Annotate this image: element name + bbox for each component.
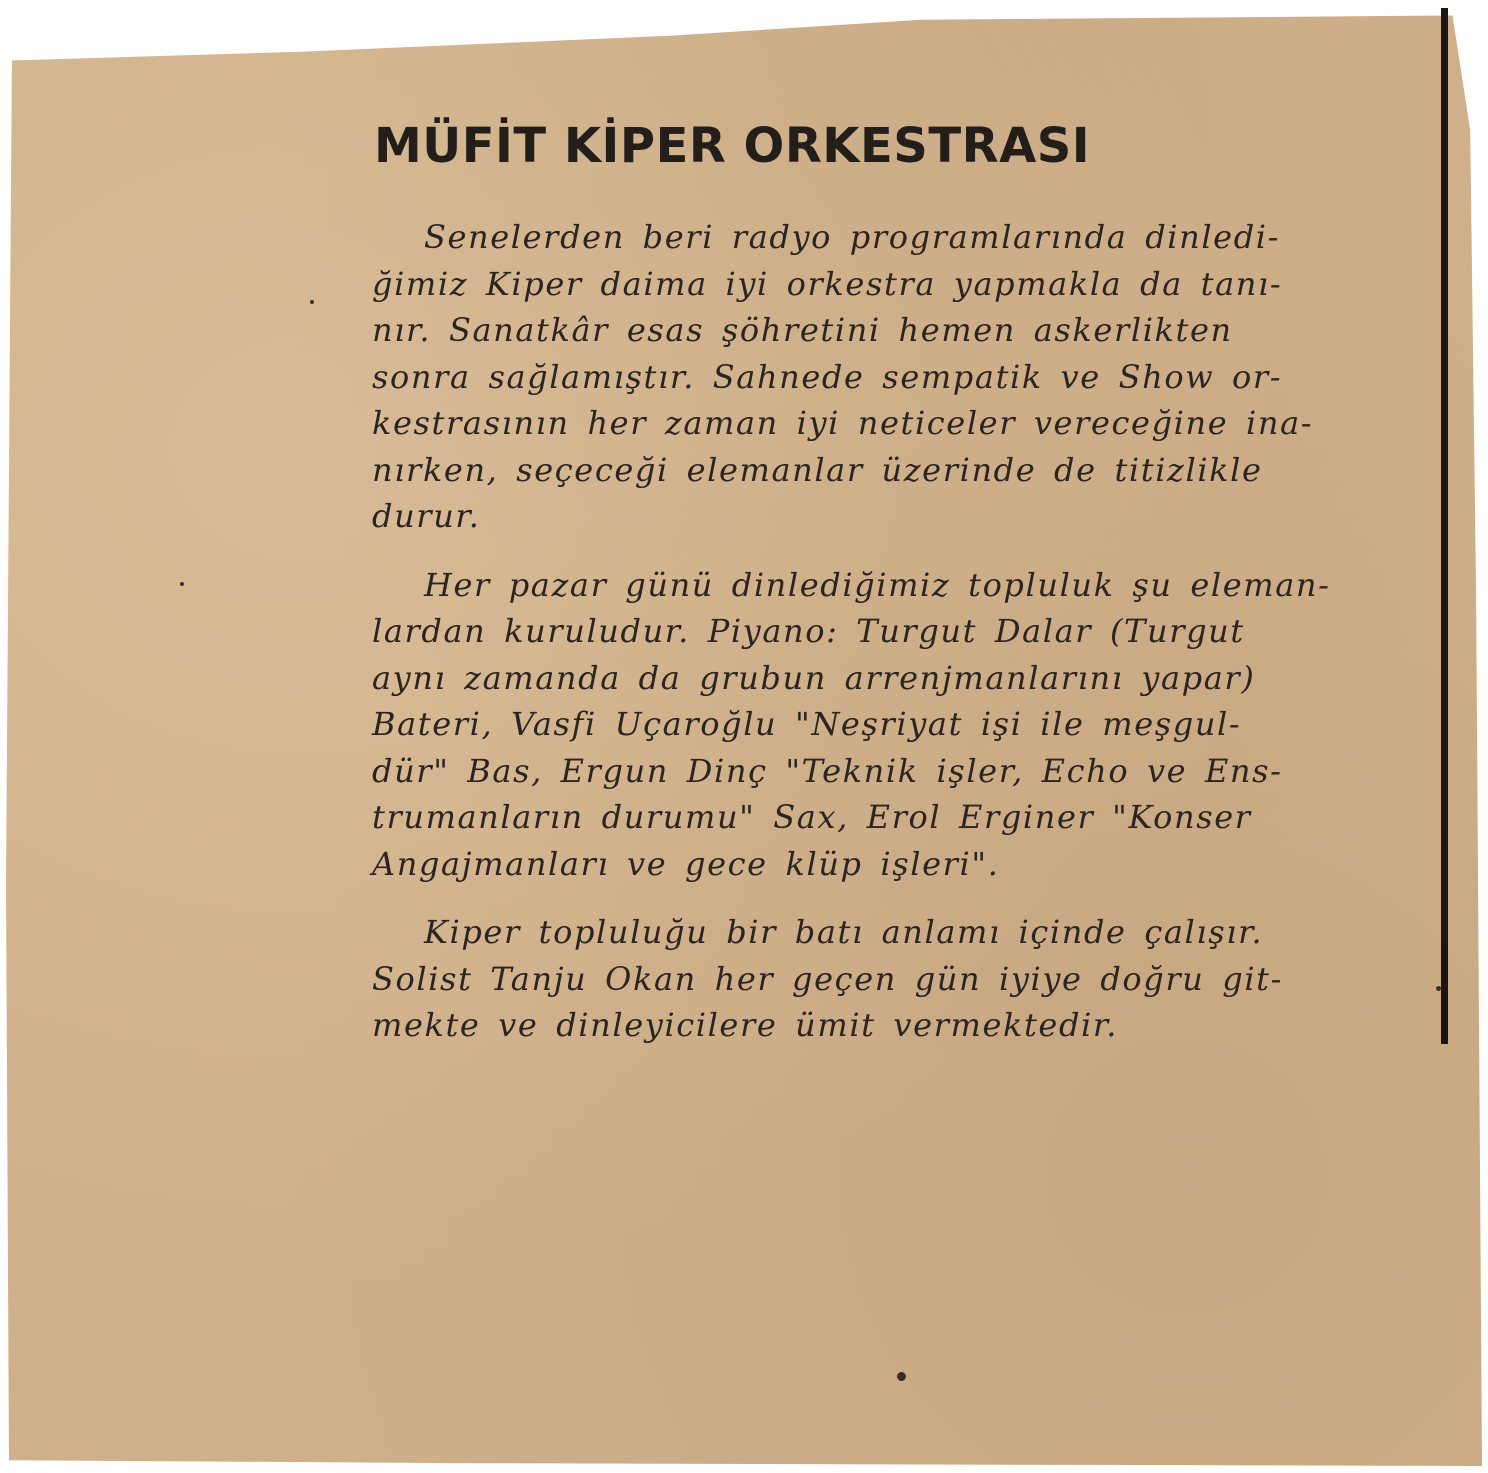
article	[372, 118, 1402, 1071]
paragraph-1	[372, 214, 1402, 540]
text-line: ğimiz Kiper daima iyi orkestra yapmakla da tanı-	[372, 264, 1283, 303]
text-line: aynı zamanda da grubun arrenjmanlarını yapar)	[372, 658, 1256, 697]
paper-speck	[180, 582, 184, 586]
text-line: kestrasının her zaman iyi neticeler vereceğine ina-	[372, 404, 1314, 442]
text-line: lardan kuruludur. Piyano: Turgut Dalar (Turgut	[372, 612, 1245, 650]
paper-speck	[897, 1372, 906, 1381]
column-rule	[1441, 8, 1448, 1044]
paragraph-2	[372, 562, 1402, 888]
paragraph-3	[372, 909, 1402, 1049]
text-line: Senelerden beri radyo programlarında dinledi-	[424, 218, 1281, 256]
text-line: trumanların durumu" Sax, Erol Erginer "Konser	[372, 798, 1252, 836]
text-line: Angajmanları ve gece klüp işleri".	[372, 844, 1000, 883]
paper-speck	[1436, 986, 1441, 991]
text-line: Kiper topluluğu bir batı anlamı içinde çalışır.	[424, 913, 1264, 951]
text-line: Solist Tanju Okan her geçen gün iyiye doğru git-	[372, 959, 1284, 998]
headline: MÜFİT KİPER ORKESTRASI	[374, 118, 1091, 174]
text-line: nırken, seçeceği elemanlar üzerinde de titizlikle	[372, 450, 1263, 489]
text-line: sonra sağlamıştır. Sahnede sempatik ve Show or-	[372, 357, 1283, 396]
text-line: mekte ve dinleyicilere ümit vermektedir.	[372, 1006, 1119, 1044]
text-line: durur.	[372, 497, 481, 535]
text-line: dür" Bas, Ergun Dinç "Teknik işler, Echo ve Ens-	[372, 751, 1283, 790]
text-line: Her pazar günü dinlediğimiz topluluk şu eleman-	[424, 565, 1331, 604]
paper-speck	[310, 300, 314, 304]
text-line: nır. Sanatkâr esas şöhretini hemen askerlikten	[372, 311, 1233, 349]
text-line: Bateri, Vasfi Uçaroğlu "Neşriyat işi ile meşgul-	[372, 705, 1242, 743]
